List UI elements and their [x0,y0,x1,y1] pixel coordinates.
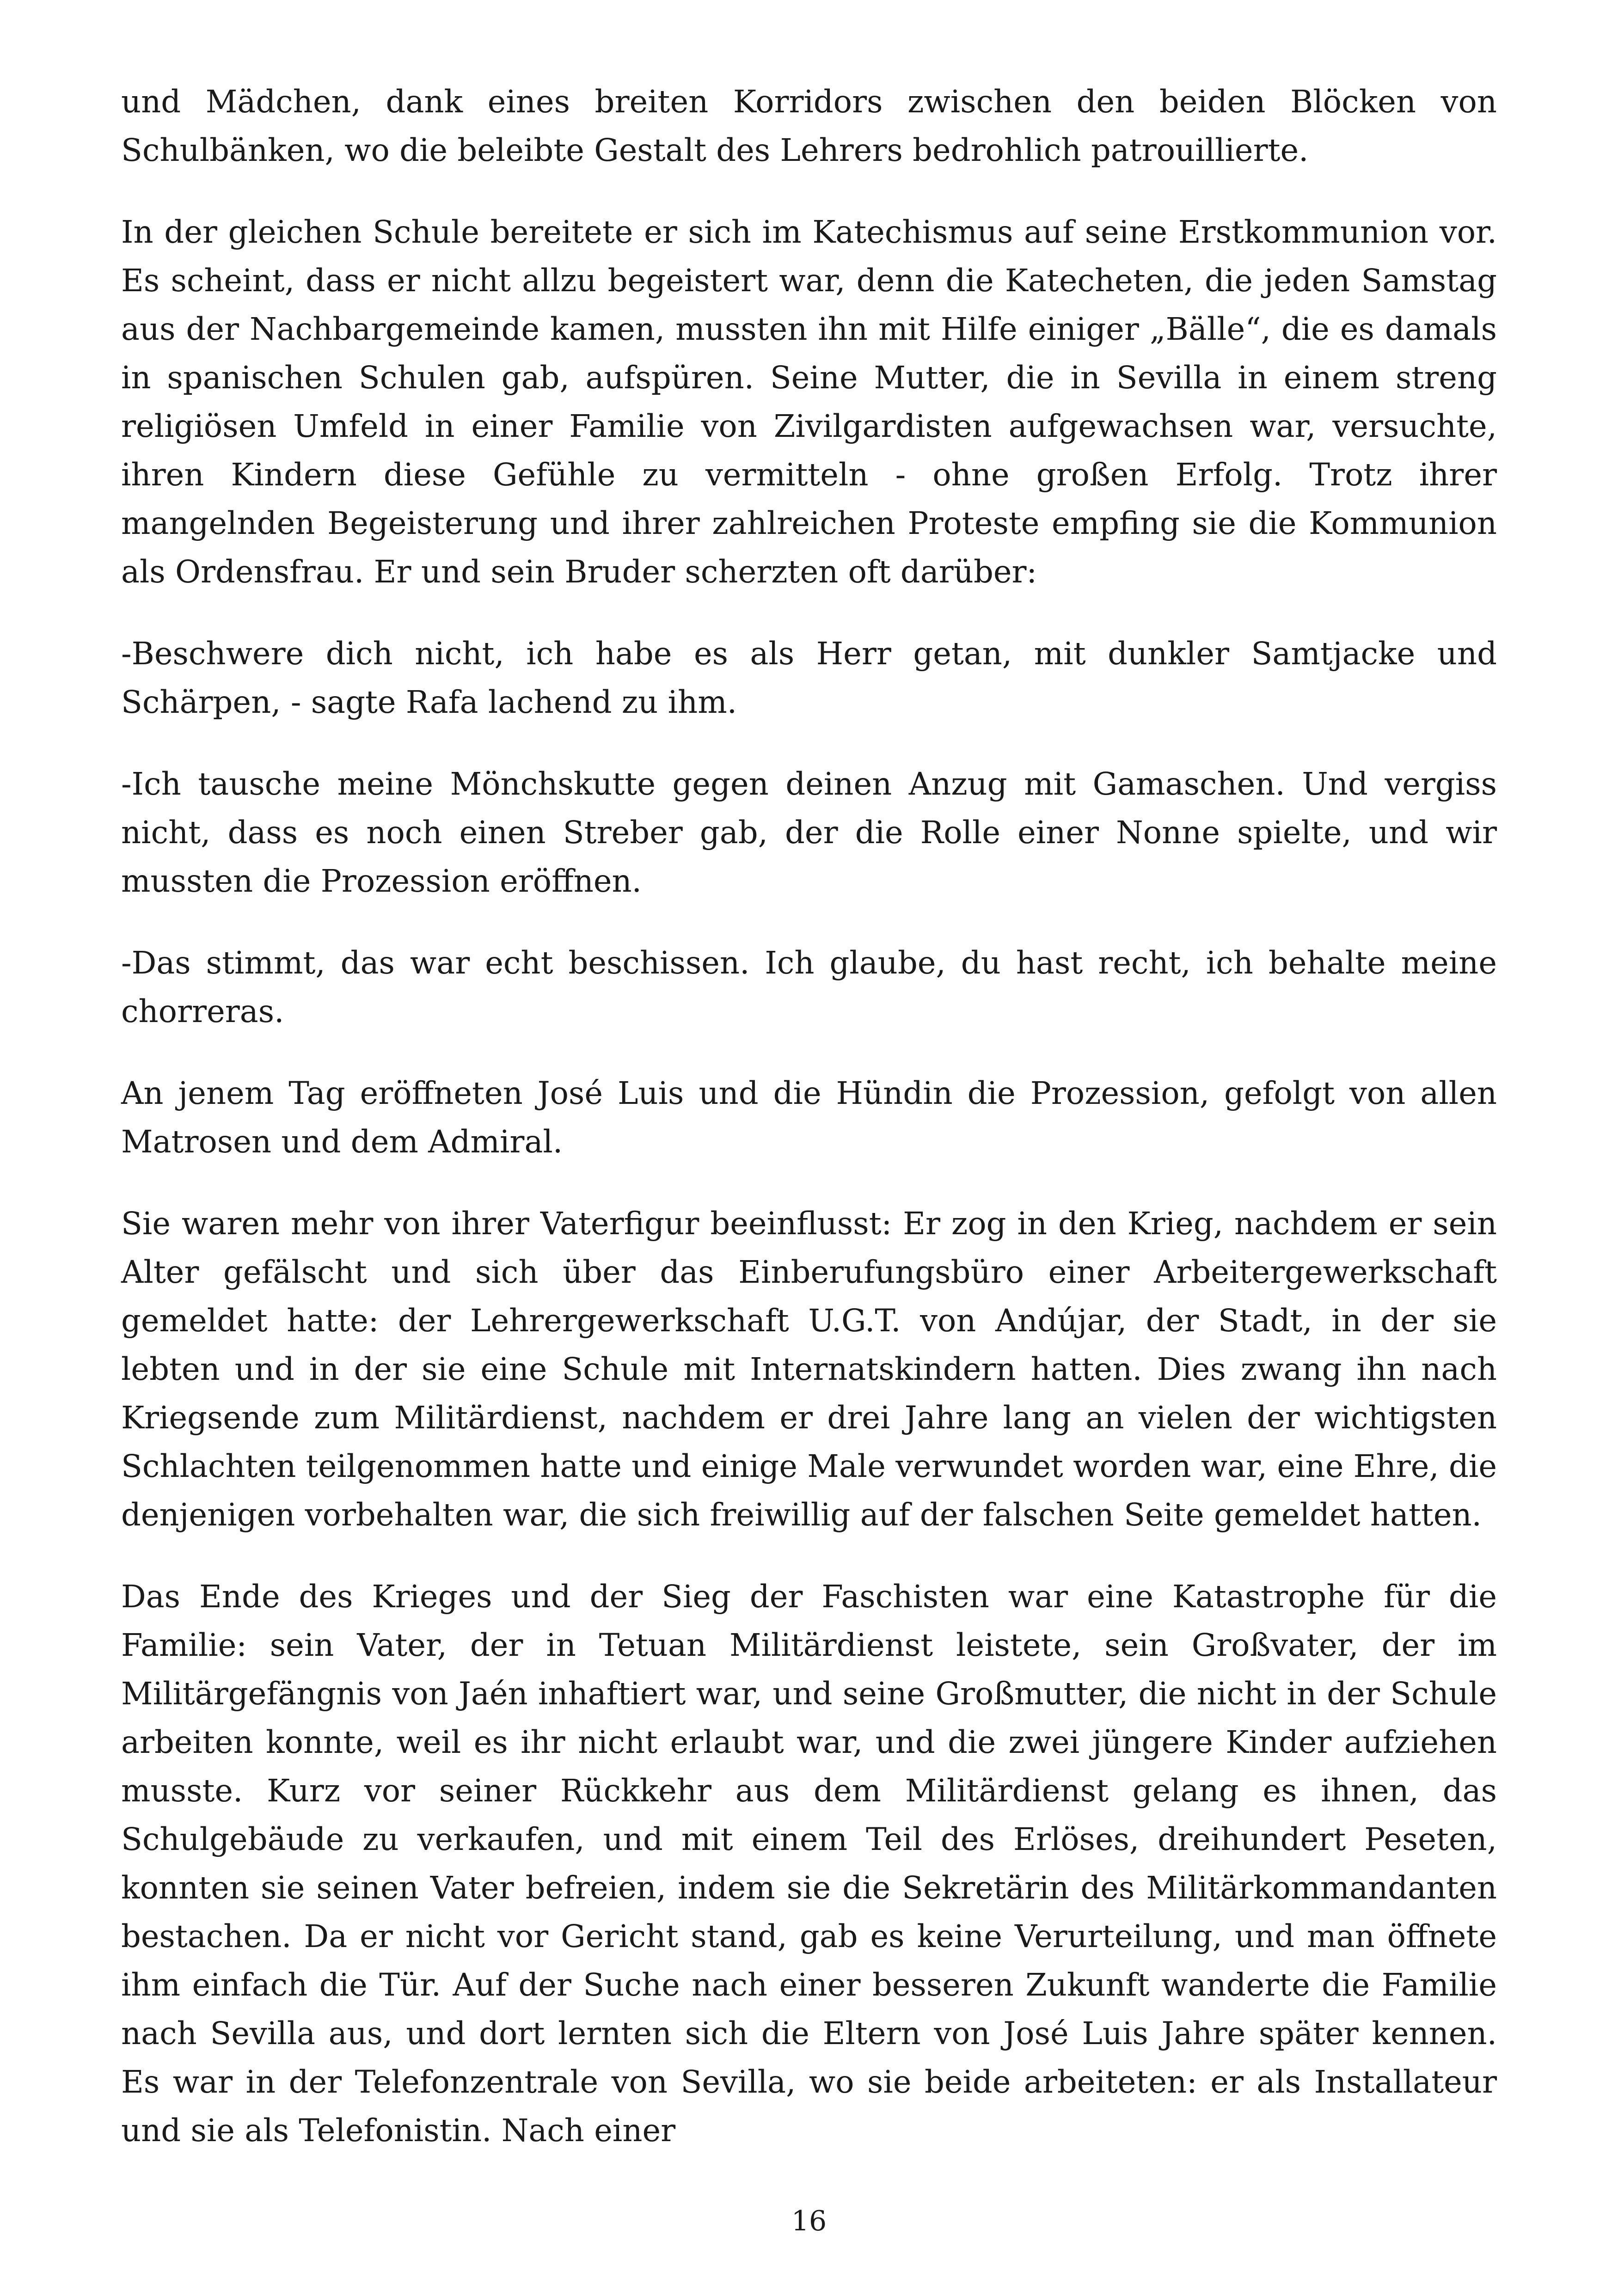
paragraph: und Mädchen, dank eines breiten Korridors zwischen den beiden Blöcken von Schulbänken, wo die beleibte Gestalt des Lehrers bedrohlich patrouillierte. [121,84,1497,168]
paragraph: In der gleichen Schule bereitete er sich im Katechismus auf seine Erstkommunion vor. Es scheint, dass er nicht allzu begeistert war, denn die Katecheten, die jeden Samstag aus der Nachbargemeinde kamen, mussten ihn mit Hilfe einiger „Bälle“, die es damals in spanischen Schulen gab, aufspüren. Seine Mutter, die in Sevilla in einem streng religiösen Umfeld in einer Familie von Zivilgardisten aufgewachsen war, versuchte, ihren Kindern diese Gefühle zu vermitteln - ohne großen Erfolg. Trotz ihrer mangelnden Begeisterung und ihrer zahlreichen Proteste empfing sie die Kommunion als Ordensfrau. Er und sein Bruder scherzten oft darüber: [121,214,1497,590]
paragraph: Das Ende des Krieges und der Sieg der Faschisten war eine Katastrophe für die Familie: sein Vater, der in Tetuan Militärdienst leistete, sein Großvater, der im Militärgefängnis von Jaén inhaftiert war, und seine Großmutter, die nicht in der Schule arbeiten konnte, weil es ihr nicht erlaubt war, und die zwei jüngere Kinder aufziehen musste. Kurz vor seiner Rückkehr aus dem Militärdienst gelang es ihnen, das Schulgebäude zu verkaufen, und mit einem Teil des Erlöses, dreihundert Peseten, konnten sie seinen Vater befreien, indem sie die Sekretärin des Militärkommandanten bestachen. Da er nicht vor Gericht stand, gab es keine Verurteilung, und man öffnete ihm einfach die Tür. Auf der Suche nach einer besseren Zukunft wanderte die Familie nach Sevilla aus, und dort lernten sich die Eltern von José Luis Jahre später kennen. Es war in der Telefonzentrale von Sevilla, wo sie beide arbeiteten: er als Installateur und sie als Telefonistin. Nach einer [121,1579,1497,2149]
paragraph: -Das stimmt, das war echt beschissen. Ich glaube, du hast recht, ich behalte meine chorreras. [121,945,1497,1029]
paragraph: An jenem Tag eröffneten José Luis und die Hündin die Prozession, gefolgt von allen Matrosen und dem Admiral. [121,1075,1497,1160]
paragraph: Sie waren mehr von ihrer Vaterfigur beeinflusst: Er zog in den Krieg, nachdem er sein Alter gefälscht und sich über das Einberufungsbüro einer Arbeitergewerkschaft gemeldet hatte: der Lehrergewerkschaft U.G.T. von Andújar, der Stadt, in der sie lebten und in der sie eine Schule mit Internatskindern hatten. Dies zwang ihn nach Kriegsende zum Militärdienst, nachdem er drei Jahre lang an vielen der wichtigsten Schlachten teilgenommen hatte und einige Male verwundet worden war, eine Ehre, die denjenigen vorbehalten war, die sich freiwillig auf der falschen Seite gemeldet hatten. [121,1206,1497,1533]
paragraph: -Ich tausche meine Mönchskutte gegen deinen Anzug mit Gamaschen. Und vergiss nicht, dass es noch einen Streber gab, der die Rolle einer Nonne spielte, und wir mussten die Prozession eröffnen. [121,766,1497,899]
paragraph: -Beschwere dich nicht, ich habe es als Herr getan, mit dunkler Samtjacke und Schärpen, - sagte Rafa lachend zu ihm. [121,636,1497,720]
page-body [121,78,1497,2188]
page-number: 16 [791,2205,827,2237]
